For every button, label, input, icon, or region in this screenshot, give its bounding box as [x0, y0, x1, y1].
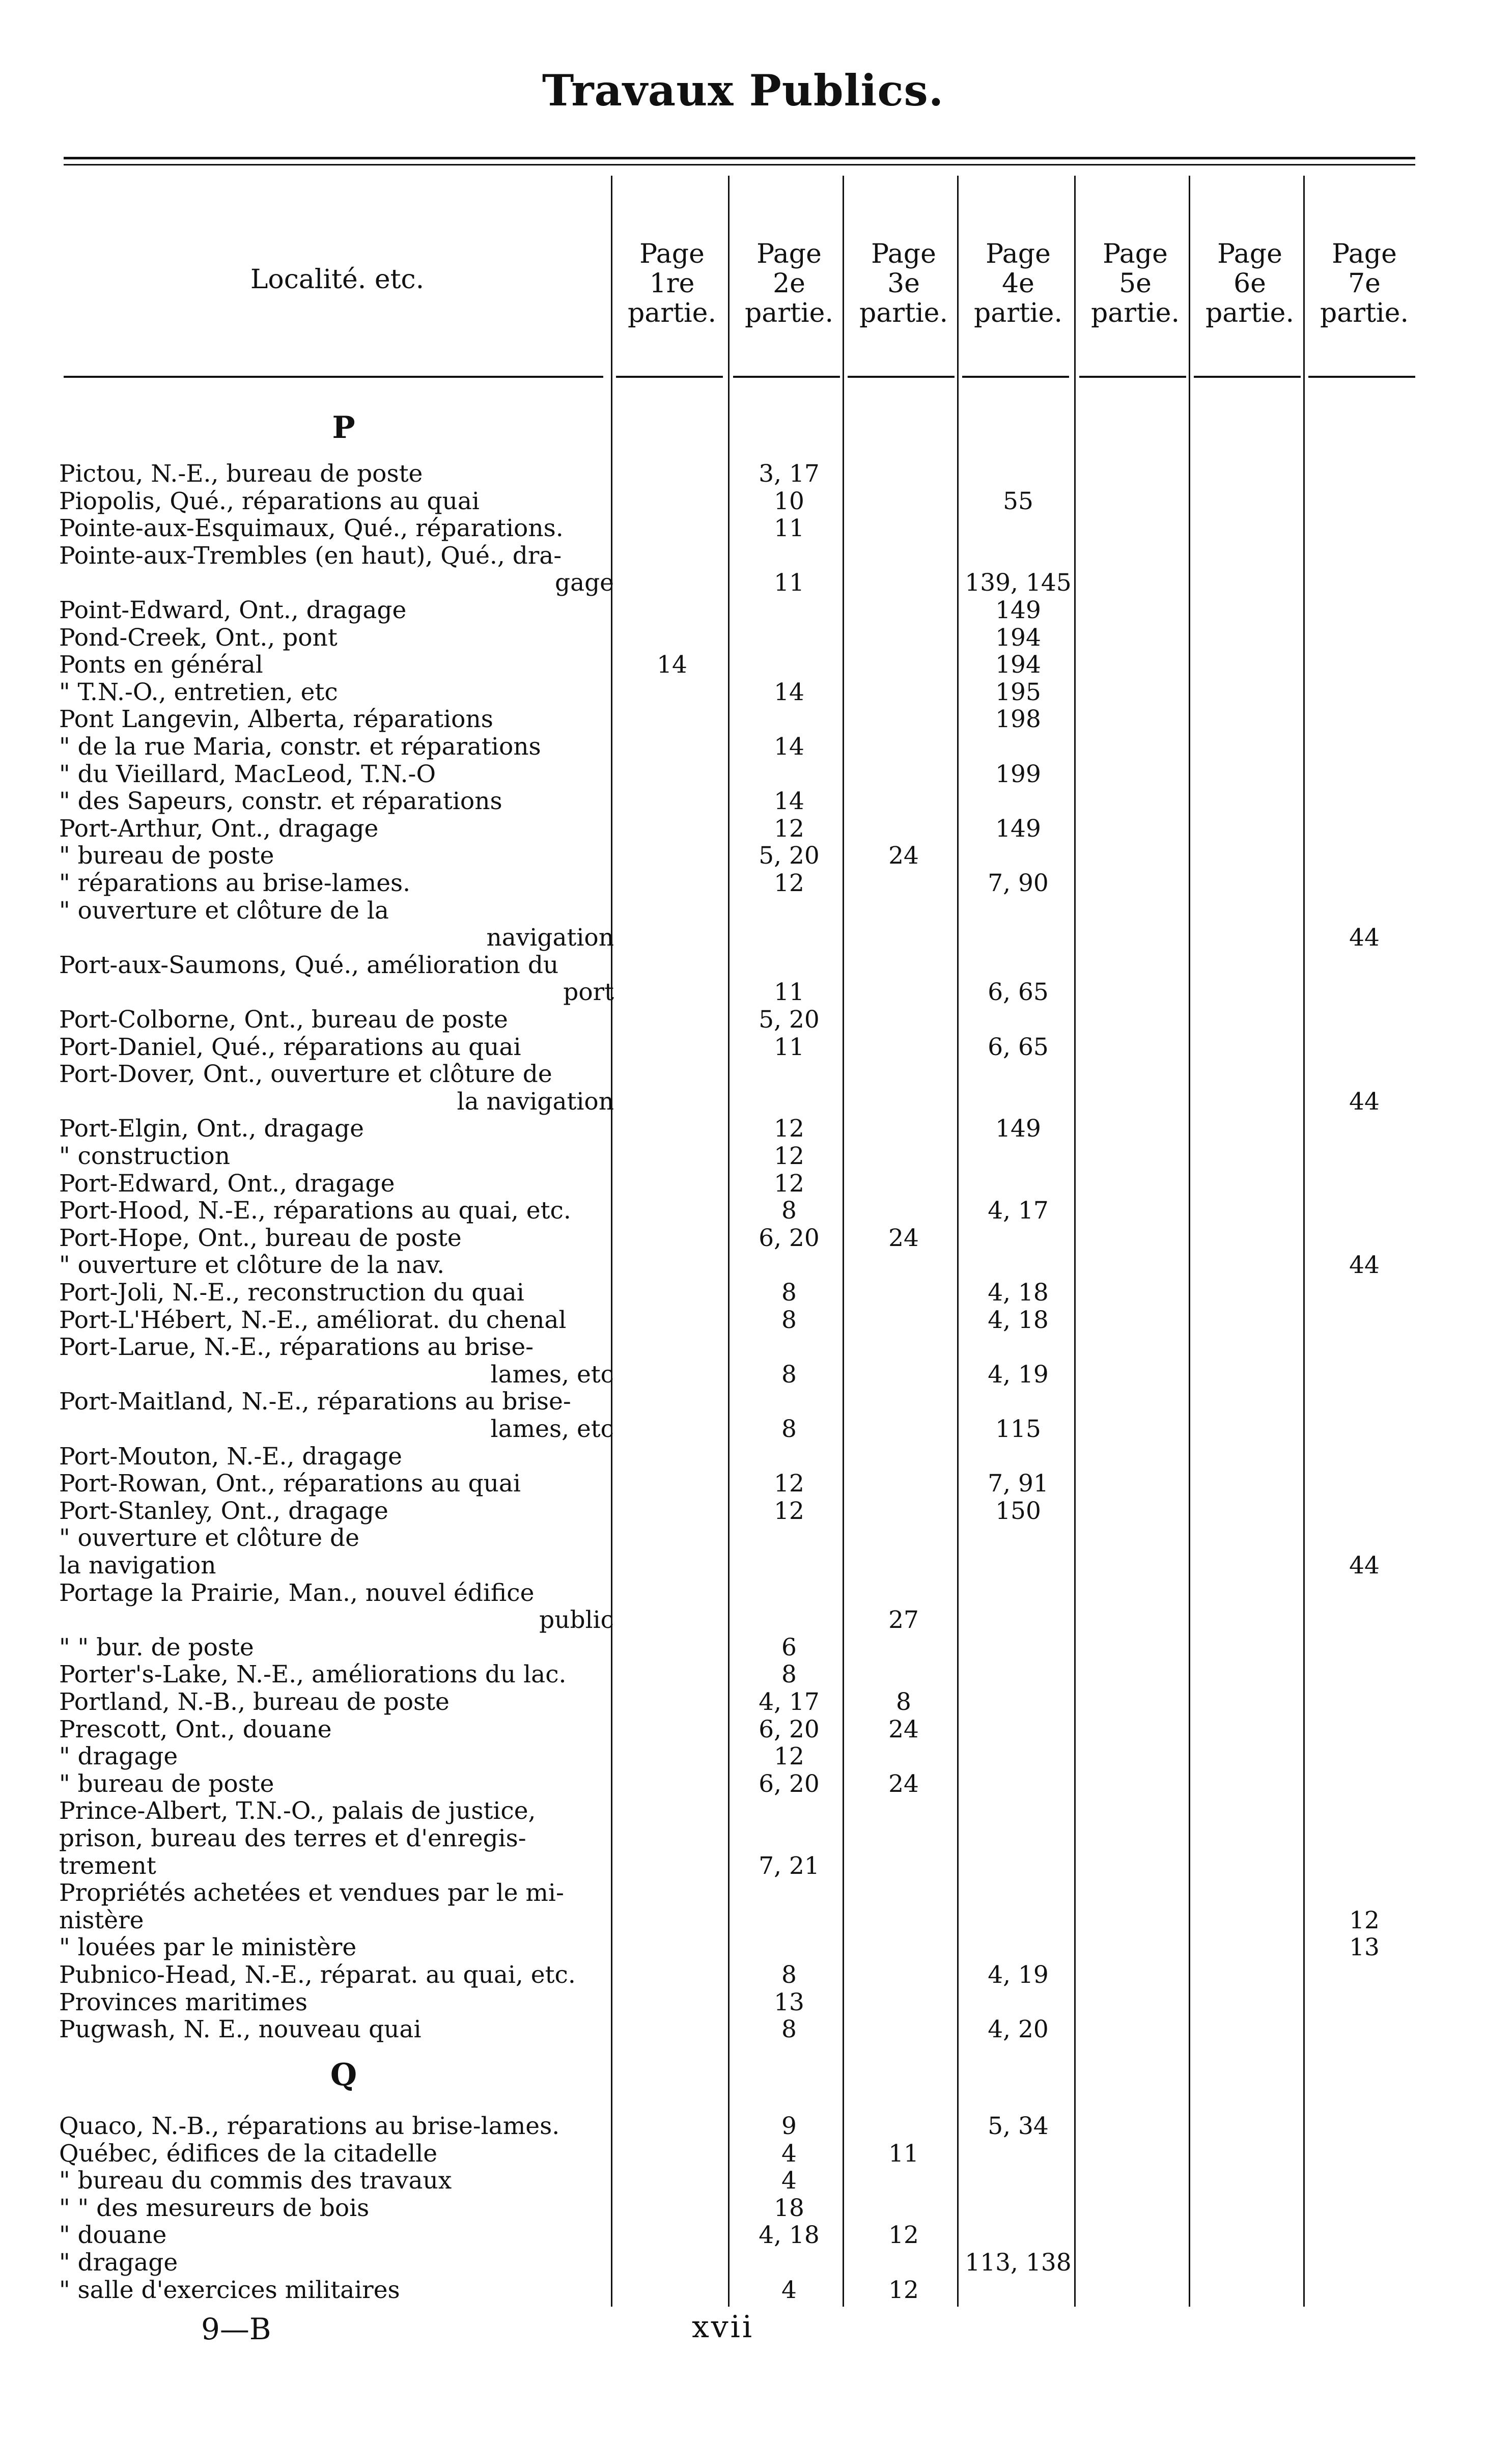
header-line: 3e: [887, 268, 920, 299]
table-row: [0, 543, 1486, 569]
locality-cell: " ouverture et clôture de la: [59, 897, 389, 924]
locality-cell: Port-Mouton, N.-E., dragage: [59, 1443, 402, 1470]
page-title: Travaux Publics.: [542, 65, 944, 116]
page-cell-4: 4, 19: [988, 1360, 1049, 1389]
table-row: [0, 2195, 1486, 2222]
locality-cell: Porter's-Lake, N.-E., améliorations du lac.: [59, 1662, 567, 1688]
page-cell-2: 11: [774, 1033, 804, 1061]
page-cell-4: 115: [995, 1415, 1041, 1443]
locality-cell: " bureau du commis des travaux: [59, 2168, 452, 2195]
table-row: [0, 734, 1486, 760]
header-separator: [733, 376, 840, 378]
locality-cell: navigation: [486, 925, 614, 952]
page-cell-2: 6, 20: [759, 1769, 820, 1798]
header-column-7: [1308, 239, 1420, 328]
locality-cell: Pont Langevin, Alberta, réparations: [59, 706, 493, 733]
table-row: [0, 870, 1486, 897]
table-row: [0, 1198, 1486, 1224]
page-cell-7: 12: [1349, 1906, 1380, 1934]
table-row: [0, 1498, 1486, 1525]
section-letter: P: [332, 410, 355, 446]
locality-cell: Propriétés achetées et vendues par le mi-: [59, 1880, 564, 1907]
table-row: [0, 1143, 1486, 1170]
page-cell-4: 150: [995, 1497, 1041, 1525]
page-cell-4: 195: [995, 678, 1041, 706]
locality-cell: Portage la Prairie, Man., nouvel édifice: [59, 1580, 535, 1607]
table-row: [0, 461, 1486, 487]
page-cell-4: 7, 91: [988, 1470, 1049, 1498]
page-cell-2: 8: [781, 1197, 797, 1225]
locality-cell: Pond-Creek, Ont., pont: [59, 624, 338, 651]
page-cell-2: 12: [774, 814, 804, 843]
page-cell-3: 24: [888, 1715, 919, 1743]
table-row: [0, 1880, 1486, 1906]
locality-cell: " de la rue Maria, constr. et réparations: [59, 734, 541, 760]
header-separator: [616, 376, 723, 378]
table-row: [0, 1362, 1486, 1388]
page-cell-2: 6, 20: [759, 1224, 820, 1252]
page-cell-3: 24: [888, 1224, 919, 1252]
header-line: partie.: [628, 298, 716, 328]
locality-cell: " " des mesureurs de bois: [59, 2195, 370, 2222]
locality-cell: la navigation: [457, 1088, 614, 1115]
page-cell-3: 12: [888, 2276, 919, 2304]
page-cell-2: 14: [774, 733, 804, 761]
header-column-1: [616, 239, 728, 328]
locality-cell: Portland, N.-B., bureau de poste: [59, 1689, 450, 1715]
table-row: [0, 706, 1486, 733]
table-row: [0, 1416, 1486, 1443]
page-cell-2: 4: [781, 2139, 797, 2168]
table-row: [0, 1580, 1486, 1607]
page-cell-2: 7, 21: [759, 1851, 820, 1880]
page-cell-7: 13: [1349, 1933, 1380, 1962]
header-line: Page: [871, 239, 936, 269]
locality-cell: Pugwash, N. E., nouveau quai: [59, 2016, 422, 2043]
page-cell-3: 8: [896, 1688, 911, 1716]
page-cell-2: 4: [781, 2276, 797, 2304]
locality-cell: Port-Edward, Ont., dragage: [59, 1170, 395, 1197]
locality-cell: Port-Arthur, Ont., dragage: [59, 815, 379, 842]
table-row: [0, 1444, 1486, 1470]
page-cell-2: 14: [774, 787, 804, 816]
locality-cell: Port-Hood, N.-E., réparations au quai, etc.: [59, 1198, 571, 1225]
locality-cell: nistère: [59, 1907, 144, 1934]
table-row: [0, 979, 1486, 1006]
locality-cell: Port-Stanley, Ont., dragage: [59, 1498, 388, 1525]
locality-cell: lames, etc: [490, 1361, 614, 1388]
table-row: [0, 1553, 1486, 1579]
page-cell-2: 8: [781, 1279, 797, 1307]
header-column-4: [962, 239, 1074, 328]
locality-cell: Ponts en général: [59, 652, 263, 679]
header-line: 7e: [1348, 268, 1381, 299]
locality-cell: " ouverture et clôture de la nav.: [59, 1252, 445, 1279]
table-row: [0, 679, 1486, 706]
table-row: [0, 1853, 1486, 1879]
header-line: 1re: [649, 268, 695, 299]
page-cell-4: 149: [995, 814, 1041, 843]
page-cell-4: 198: [995, 705, 1041, 734]
page-cell-2: 12: [774, 1742, 804, 1771]
locality-cell: " " bur. de poste: [59, 1634, 254, 1661]
page-cell-4: 6, 65: [988, 978, 1049, 1007]
table-row: [0, 2277, 1486, 2304]
page-cell-2: 10: [774, 487, 804, 515]
page-cell-2: 3, 17: [759, 460, 820, 488]
page-cell-2: 12: [774, 1115, 804, 1143]
header-line: 6e: [1233, 268, 1266, 299]
table-row: [0, 597, 1486, 624]
page-cell-7: 44: [1349, 924, 1380, 952]
locality-cell: la navigation: [59, 1553, 216, 1579]
locality-cell: Prince-Albert, T.N.-O., palais de justice,: [59, 1798, 536, 1825]
header-separator: [1194, 376, 1301, 378]
header-column-2: [733, 239, 845, 328]
locality-cell: Pointe-aux-Trembles (en haut), Qué., dra-: [59, 542, 562, 569]
header-line: partie.: [1091, 298, 1180, 328]
table-row: [0, 816, 1486, 842]
page-cell-2: 8: [781, 2015, 797, 2044]
locality-cell: " douane: [59, 2222, 167, 2249]
section-letter: Q: [330, 2057, 357, 2093]
page-cell-4: 4, 19: [988, 1961, 1049, 1989]
page-cell-2: 8: [781, 1415, 797, 1443]
locality-cell: Pubnico-Head, N.-E., réparat. au quai, etc.: [59, 1962, 576, 1988]
locality-cell: Port-Elgin, Ont., dragage: [59, 1116, 364, 1143]
locality-cell: " réparations au brise-lames.: [59, 870, 411, 897]
page-cell-3: 24: [888, 1769, 919, 1798]
header-line: partie.: [974, 298, 1062, 328]
table-row: [0, 1089, 1486, 1115]
table-row: [0, 788, 1486, 815]
locality-cell: " dragage: [59, 1743, 178, 1770]
locality-cell: Point-Edward, Ont., dragage: [59, 597, 407, 624]
table-row: [0, 1034, 1486, 1061]
locality-cell: " des Sapeurs, constr. et réparations: [59, 788, 502, 815]
page-cell-4: 139, 145: [965, 569, 1072, 597]
page-cell-2: 11: [774, 978, 804, 1007]
page-cell-4: 194: [995, 623, 1041, 652]
page-cell-2: 4: [781, 2167, 797, 2195]
page-cell-4: 6, 65: [988, 1033, 1049, 1061]
page-cell-3: 27: [888, 1606, 919, 1635]
table-row: [0, 1471, 1486, 1497]
table-row: [0, 1061, 1486, 1088]
locality-cell: Port-aux-Saumons, Qué., amélioration du: [59, 952, 559, 979]
table-row: [0, 1825, 1486, 1852]
header-column-3: [848, 239, 960, 328]
table-row: [0, 1743, 1486, 1770]
table-row: [0, 1962, 1486, 1988]
table-row: [0, 925, 1486, 951]
page-cell-2: 12: [774, 869, 804, 897]
table-row: [0, 1798, 1486, 1824]
locality-cell: " du Vieillard, MacLeod, T.N.-O: [59, 761, 436, 788]
locality-cell: " louées par le ministère: [59, 1934, 357, 1961]
locality-cell: " ouverture et clôture de: [59, 1525, 359, 1552]
locality-cell: port: [563, 979, 614, 1006]
page-cell-4: 4, 17: [988, 1197, 1049, 1225]
page-cell-2: 6: [781, 1633, 797, 1662]
table-row: [0, 1225, 1486, 1252]
page-cell-2: 5, 20: [759, 842, 820, 870]
header-line: Page: [1332, 239, 1397, 269]
table-row: [0, 1635, 1486, 1661]
page-cell-4: 4, 18: [988, 1279, 1049, 1307]
locality-cell: " T.N.-O., entretien, etc: [59, 679, 338, 706]
header-line: partie.: [1205, 298, 1294, 328]
page-cell-3: 11: [888, 2139, 919, 2168]
page-cell-2: 5, 20: [759, 1006, 820, 1034]
table-row: [0, 652, 1486, 678]
locality-cell: Port-Joli, N.-E., reconstruction du quai: [59, 1280, 524, 1306]
page-cell-4: 5, 34: [988, 2112, 1049, 2140]
locality-cell: Port-Maitland, N.-E., réparations au brise-: [59, 1389, 571, 1416]
table-row: [0, 1116, 1486, 1142]
page-cell-4: 55: [1003, 487, 1033, 515]
table-row: [0, 843, 1486, 869]
header-line: partie.: [745, 298, 833, 328]
page-cell-7: 44: [1349, 1251, 1380, 1280]
locality-cell: Québec, édifices de la citadelle: [59, 2140, 438, 2167]
page-cell-3: 12: [888, 2221, 919, 2250]
table-row: [0, 1771, 1486, 1797]
locality-cell: Piopolis, Qué., réparations au quai: [59, 488, 480, 515]
locality-cell: Quaco, N.-B., réparations au brise-lames.: [59, 2113, 560, 2140]
header-separator: [1079, 376, 1186, 378]
table-row: [0, 1934, 1486, 1961]
header-column-5: [1079, 239, 1191, 328]
table-row: [0, 1007, 1486, 1033]
table-row: [0, 2168, 1486, 2194]
locality-cell: " bureau de poste: [59, 1770, 274, 1797]
locality-cell: Port-Dover, Ont., ouverture et clôture de: [59, 1061, 552, 1088]
table-row: [0, 898, 1486, 924]
table-row: [0, 1334, 1486, 1361]
table-row: [0, 2141, 1486, 2167]
table-row: [0, 625, 1486, 651]
page-cell-4: 113, 138: [965, 2249, 1072, 2277]
page-cell-4: 4, 20: [988, 2015, 1049, 2044]
page-cell-1: 14: [657, 651, 687, 679]
locality-cell: " salle d'exercices militaires: [59, 2277, 400, 2304]
page-cell-7: 44: [1349, 1552, 1380, 1580]
table-row: [0, 1717, 1486, 1743]
page-cell-2: 8: [781, 1961, 797, 1989]
page-cell-2: 14: [774, 678, 804, 706]
locality-cell: Port-Hope, Ont., bureau de poste: [59, 1225, 462, 1252]
table-row: [0, 1907, 1486, 1934]
header-line: partie.: [859, 298, 948, 328]
header-line: Page: [986, 239, 1051, 269]
page-cell-2: 12: [774, 1470, 804, 1498]
locality-cell: " dragage: [59, 2250, 178, 2276]
table-row: [0, 1171, 1486, 1197]
page-cell-2: 9: [781, 2112, 797, 2140]
table-row: [0, 1307, 1486, 1334]
page-cell-7: 44: [1349, 1087, 1380, 1116]
header-line: Page: [1103, 239, 1168, 269]
locality-cell: Port-Daniel, Qué., réparations au quai: [59, 1034, 521, 1061]
header-line: Page: [639, 239, 705, 269]
table-row: [0, 570, 1486, 596]
locality-cell: Port-L'Hébert, N.-E., améliorat. du chenal: [59, 1307, 567, 1334]
table-row: [0, 2222, 1486, 2249]
page-cell-4: 149: [995, 596, 1041, 624]
table-row: [0, 488, 1486, 515]
table-row: [0, 515, 1486, 542]
locality-cell: " construction: [59, 1143, 230, 1170]
header-separator: [848, 376, 955, 378]
locality-cell: " bureau de poste: [59, 843, 274, 870]
top-rule: [64, 157, 1415, 159]
table-row: [0, 2113, 1486, 2140]
header-line: Page: [756, 239, 822, 269]
locality-cell: Port-Larue, N.-E., réparations au brise-: [59, 1334, 534, 1361]
table-row: [0, 1689, 1486, 1715]
page-number: xvii: [691, 2309, 754, 2345]
table-row: [0, 2016, 1486, 2043]
page-cell-2: 18: [774, 2194, 804, 2222]
table-row: [0, 2250, 1486, 2276]
page-cell-4: 194: [995, 651, 1041, 679]
page-cell-3: 24: [888, 842, 919, 870]
page-cell-2: 12: [774, 1169, 804, 1198]
locality-cell: Prescott, Ont., douane: [59, 1716, 332, 1743]
locality-cell: Pointe-aux-Esquimaux, Qué., réparations.: [59, 515, 564, 542]
table-row: [0, 761, 1486, 788]
locality-cell: Port-Rowan, Ont., réparations au quai: [59, 1471, 521, 1498]
top-rule-secondary: [64, 164, 1415, 165]
page-cell-2: 8: [781, 1306, 797, 1334]
signature-mark: 9—B: [201, 2312, 271, 2346]
locality-cell: lames, etc: [490, 1416, 614, 1443]
page-cell-2: 12: [774, 1142, 804, 1170]
page-cell-4: 4, 18: [988, 1306, 1049, 1334]
header-line: Page: [1217, 239, 1282, 269]
table-row: [0, 1252, 1486, 1279]
locality-cell: gage: [554, 570, 614, 597]
locality-cell: public: [539, 1607, 614, 1634]
page-cell-2: 11: [774, 514, 804, 543]
page-cell-2: 13: [774, 1988, 804, 2016]
header-line: 4e: [1002, 268, 1034, 299]
header-line: 2e: [773, 268, 805, 299]
table-row: [0, 1607, 1486, 1634]
page-cell-2: 8: [781, 1660, 797, 1689]
table-row: [0, 1389, 1486, 1415]
header-line: 5e: [1119, 268, 1152, 299]
header-column-6: [1194, 239, 1306, 328]
header-locality: Localité. etc.: [250, 264, 425, 295]
page-cell-2: 4, 17: [759, 1688, 820, 1716]
page-cell-4: 7, 90: [988, 869, 1049, 897]
header-line: partie.: [1320, 298, 1409, 328]
table-row: [0, 1525, 1486, 1552]
table-row: [0, 1662, 1486, 1688]
page-cell-4: 149: [995, 1115, 1041, 1143]
locality-cell: Port-Colborne, Ont., bureau de poste: [59, 1007, 508, 1033]
table-row: [0, 1280, 1486, 1306]
page-cell-2: 6, 20: [759, 1715, 820, 1743]
header-separator: [64, 376, 603, 378]
locality-cell: Pictou, N.-E., bureau de poste: [59, 461, 423, 487]
page-cell-2: 4, 18: [759, 2221, 820, 2250]
page-cell-2: 11: [774, 569, 804, 597]
table-row: [0, 952, 1486, 979]
page-cell-4: 199: [995, 760, 1041, 788]
header-separator: [962, 376, 1069, 378]
locality-cell: trement: [59, 1852, 156, 1879]
locality-cell: Provinces maritimes: [59, 1989, 307, 2016]
table-row: [0, 1989, 1486, 2016]
header-separator: [1308, 376, 1415, 378]
locality-cell: prison, bureau des terres et d'enregis-: [59, 1825, 526, 1852]
page-cell-2: 8: [781, 1360, 797, 1389]
page-cell-2: 12: [774, 1497, 804, 1525]
